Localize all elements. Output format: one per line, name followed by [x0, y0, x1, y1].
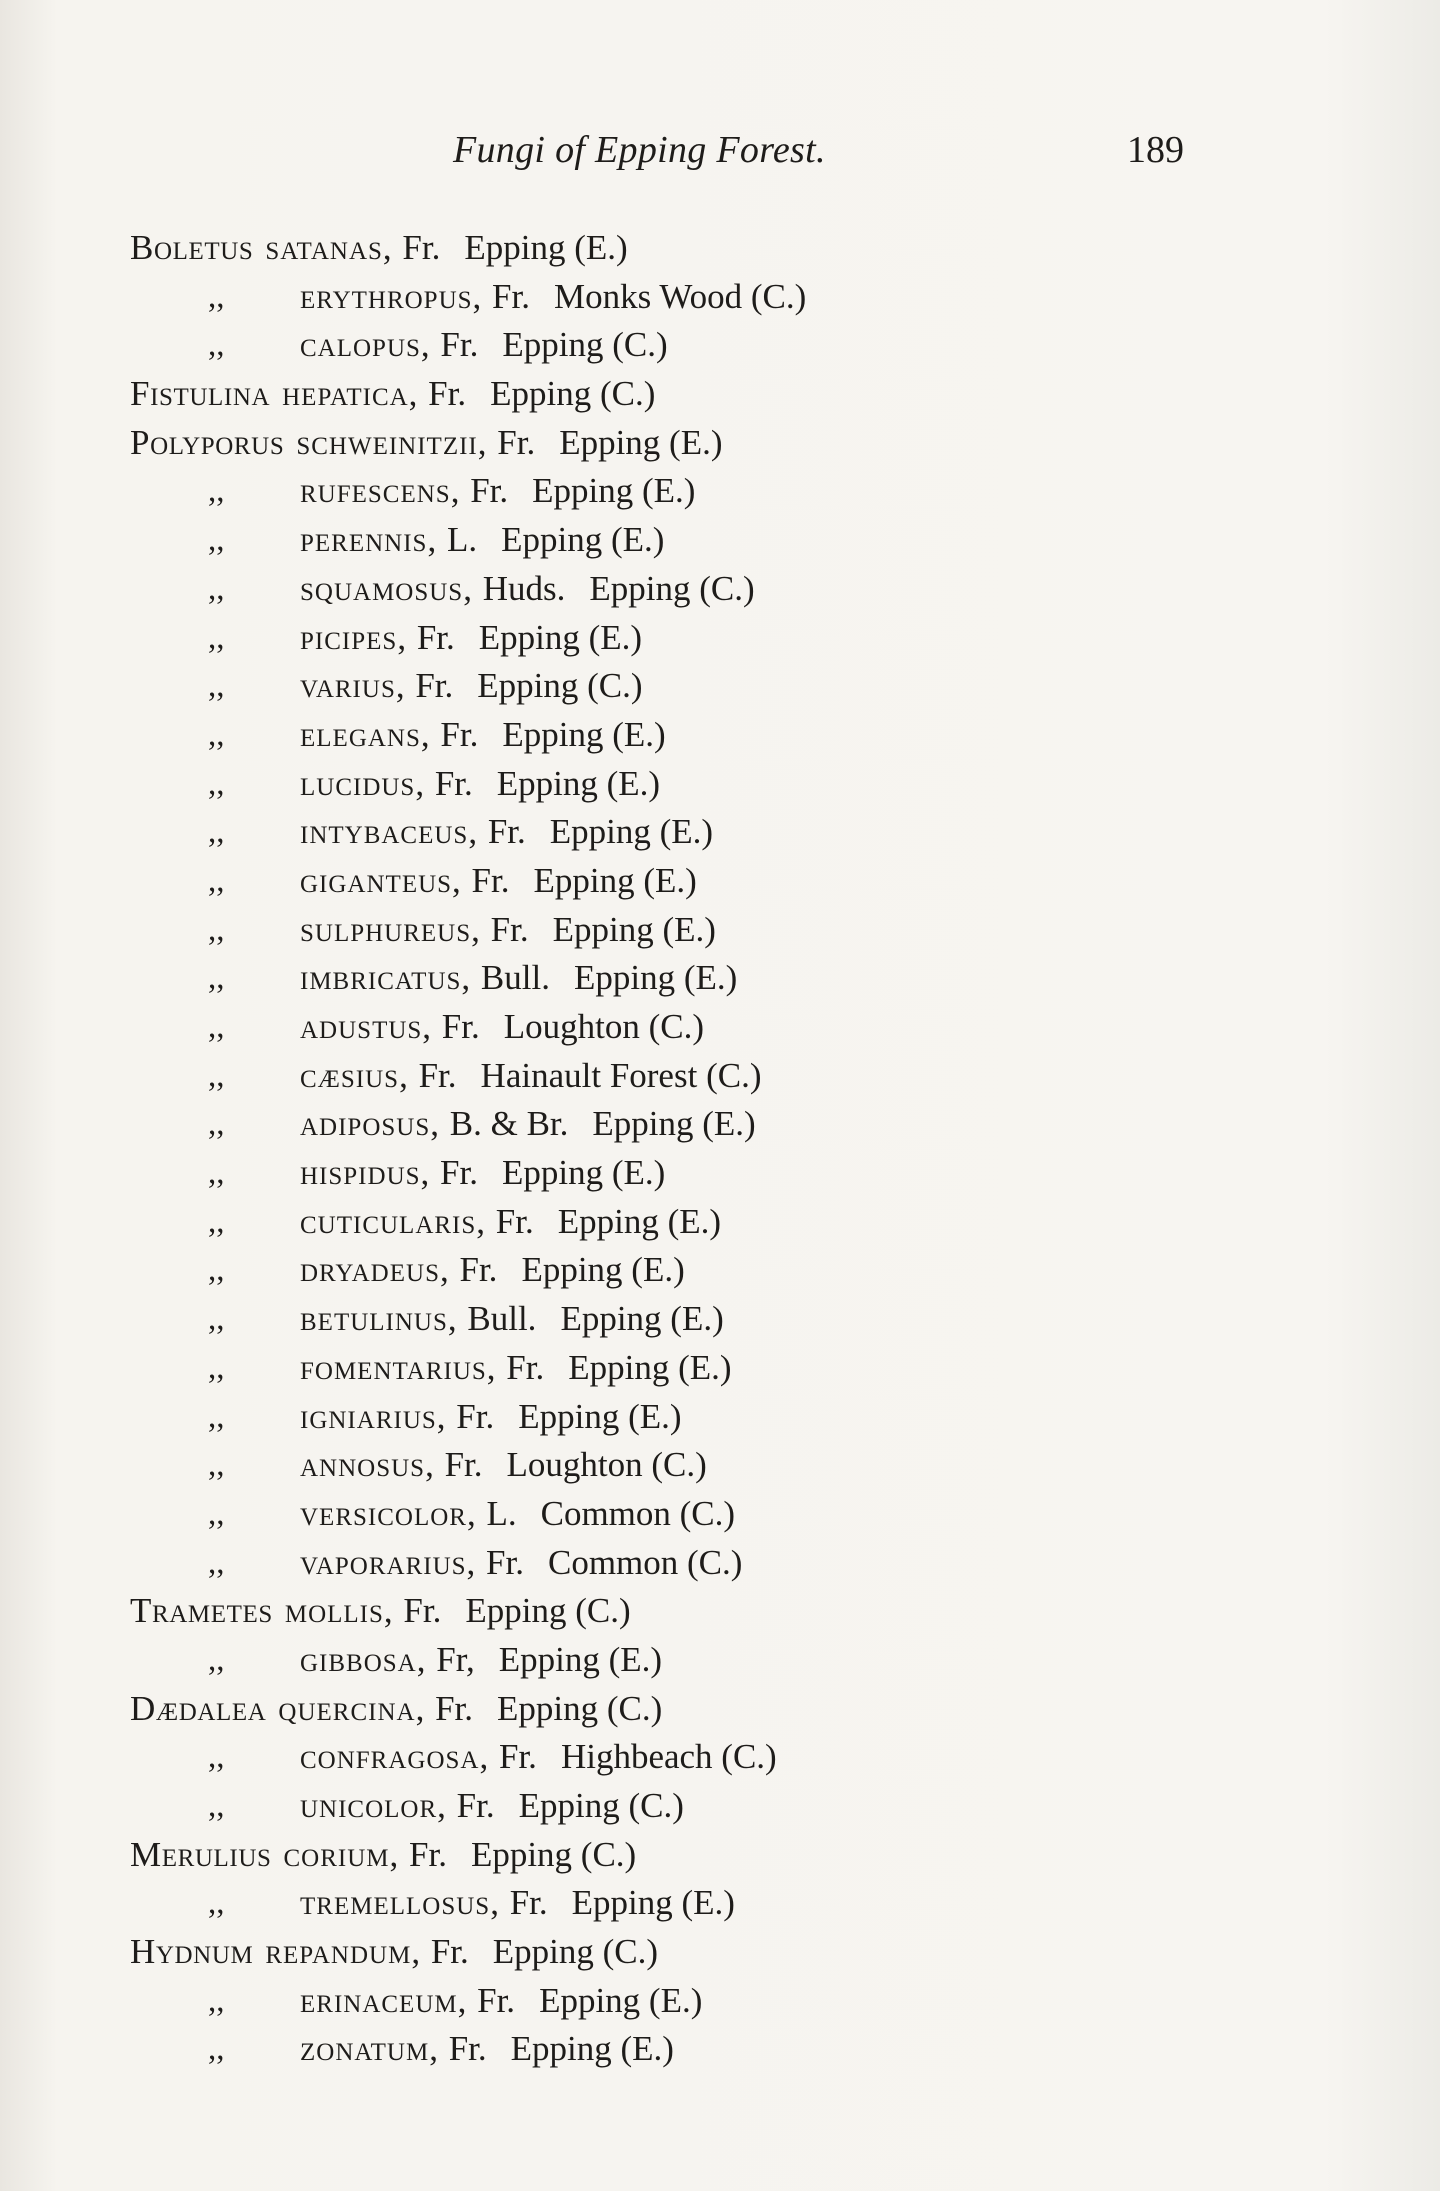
author-abbreviation: Fr.	[495, 1201, 534, 1241]
species-entry	[0, 1490, 1440, 1539]
author-abbreviation: Fr.	[448, 2029, 487, 2069]
entry-details	[300, 1246, 685, 1295]
genus-name: Trametes	[130, 1591, 273, 1631]
locality: Epping (C.)	[589, 568, 755, 608]
species-entry	[0, 1928, 1440, 1977]
separator: ,	[427, 520, 445, 560]
separator: ,	[461, 958, 479, 998]
species-epithet: unicolor	[300, 1786, 438, 1825]
locality: Epping (E.)	[518, 1396, 682, 1436]
author-abbreviation: Fr.	[470, 471, 509, 511]
locality: Epping (E.)	[568, 1347, 732, 1387]
species-epithet: confragosa	[300, 1737, 480, 1777]
species-epithet: picipes	[300, 617, 398, 657]
separator: ,	[425, 1445, 443, 1485]
separator: ,	[395, 666, 414, 706]
ditto-mark: ,,	[208, 1009, 225, 1045]
entry-details	[300, 857, 697, 906]
author-abbreviation: Bull.	[480, 958, 550, 998]
separator: ,	[382, 228, 401, 267]
locality: Epping (C.)	[470, 1834, 637, 1874]
author-abbreviation: Fr,	[436, 1639, 475, 1679]
author-abbreviation: Fr.	[415, 666, 454, 706]
author-abbreviation: Fr.	[428, 374, 467, 414]
species-epithet: satanas	[265, 228, 383, 267]
separator: ,	[420, 325, 439, 365]
species-epithet: giganteus	[300, 860, 453, 900]
locality: Epping (E.)	[464, 228, 628, 267]
species-epithet: schweinitzii	[296, 422, 478, 462]
entry-details	[296, 419, 722, 468]
locality: Epping (E.)	[557, 1201, 722, 1241]
species-entry	[0, 1977, 1440, 2026]
species-epithet: adustus	[300, 1007, 423, 1046]
species-epithet: squamosus	[300, 568, 464, 608]
locality: Epping (E.)	[496, 763, 661, 803]
author-abbreviation: Fr.	[434, 763, 473, 803]
separator: ,	[452, 860, 470, 900]
separator: ,	[472, 276, 491, 316]
species-entry	[0, 565, 1440, 614]
author-abbreviation: Fr.	[403, 1591, 442, 1631]
author-abbreviation: Fr.	[459, 1250, 498, 1290]
locality: Highbeach (C.)	[560, 1737, 777, 1777]
genus-name: Dædalea	[130, 1688, 267, 1728]
locality: Epping (E.)	[559, 422, 723, 462]
species-epithet: corium	[283, 1834, 390, 1874]
entry-details	[300, 467, 695, 516]
author-abbreviation: Fr.	[444, 1445, 483, 1485]
species-entry	[0, 273, 1440, 322]
ditto-mark: ,,	[208, 1106, 225, 1143]
species-entry	[0, 224, 1440, 273]
separator: ,	[420, 714, 439, 754]
separator: ,	[408, 374, 427, 414]
separator: ,	[437, 1786, 455, 1825]
entry-details	[300, 1003, 704, 1052]
species-epithet: cuticularis	[300, 1201, 477, 1241]
separator: ,	[399, 1055, 417, 1095]
author-abbreviation: Fr.	[402, 228, 441, 267]
entry-details	[300, 808, 713, 857]
locality: Epping (C.)	[492, 1932, 659, 1972]
ditto-mark: ,,	[208, 814, 225, 851]
author-abbreviation: Fr.	[471, 860, 510, 900]
locality: Epping (E.)	[552, 909, 716, 949]
genus-name: Merulius	[130, 1834, 272, 1874]
locality: Epping (C.)	[502, 325, 668, 365]
species-epithet: rufescens	[300, 471, 451, 511]
locality: Epping (C.)	[497, 1688, 663, 1728]
entry-details	[300, 2025, 674, 2074]
species-entry	[0, 516, 1440, 565]
entry-details	[265, 224, 627, 273]
entry-details	[300, 321, 668, 370]
entry-details	[300, 954, 737, 1003]
species-epithet: igniarius	[300, 1396, 437, 1436]
locality: Epping (C.)	[490, 374, 656, 414]
ditto-mark: ,,	[208, 716, 225, 753]
entry-details	[300, 1344, 732, 1393]
author-abbreviation: Fr.	[440, 714, 479, 754]
species-entry	[0, 906, 1440, 955]
author-abbreviation: Fr.	[440, 325, 479, 365]
author-abbreviation: L.	[486, 1493, 517, 1533]
species-epithet: elegans	[300, 714, 421, 754]
separator: ,	[471, 909, 489, 949]
species-epithet: adiposus	[300, 1104, 431, 1144]
separator: ,	[397, 617, 415, 657]
entry-details	[283, 1831, 636, 1880]
genus-name: Fistulina	[130, 374, 271, 414]
separator: ,	[429, 2029, 447, 2069]
ditto-mark: ,,	[208, 1301, 225, 1338]
ditto-mark: ,,	[208, 765, 225, 802]
ditto-mark: ,,	[208, 1252, 225, 1289]
author-abbreviation: Fr.	[498, 1737, 537, 1777]
species-entry	[0, 1539, 1440, 1588]
ditto-mark: ,,	[208, 327, 225, 364]
entry-details	[300, 1879, 735, 1928]
author-abbreviation: Fr.	[506, 1347, 545, 1387]
species-epithet: erinaceum	[300, 1980, 458, 2020]
author-abbreviation: Fr.	[497, 422, 536, 462]
species-entry	[0, 1344, 1440, 1393]
species-epithet: imbricatus	[300, 958, 462, 998]
separator: ,	[416, 1639, 435, 1679]
species-entry	[0, 662, 1440, 711]
entry-details	[300, 1393, 682, 1442]
genus-name: Boletus	[130, 228, 254, 267]
locality: Epping (E.)	[549, 812, 714, 852]
author-abbreviation: Fr.	[492, 276, 530, 316]
separator: ,	[476, 1201, 494, 1241]
entry-details	[300, 1441, 707, 1490]
species-epithet: perennis	[300, 520, 428, 560]
species-epithet: dryadeus	[300, 1250, 440, 1290]
species-entry	[0, 1685, 1440, 1734]
ditto-mark: ,,	[208, 1447, 225, 1484]
locality: Epping (E.)	[501, 520, 665, 560]
species-entry	[0, 370, 1440, 419]
entry-details	[300, 516, 664, 565]
entry-details	[300, 614, 642, 663]
ditto-mark: ,,	[208, 570, 225, 607]
ditto-mark: ,,	[208, 1398, 225, 1435]
entry-details	[300, 1295, 724, 1344]
separator: ,	[430, 1104, 448, 1144]
species-entry	[0, 1393, 1440, 1442]
species-epithet: gibbosa	[300, 1639, 417, 1679]
ditto-mark: ,,	[208, 1057, 225, 1094]
locality: Epping (E.)	[573, 958, 738, 998]
author-abbreviation: Fr.	[440, 1153, 478, 1193]
ditto-mark: ,,	[208, 1739, 225, 1776]
ditto-mark: ,,	[208, 1495, 225, 1532]
species-list	[0, 224, 1440, 2074]
separator: ,	[411, 1932, 429, 1972]
separator: ,	[457, 1980, 476, 2020]
entry-details	[300, 906, 716, 955]
species-entry	[0, 1052, 1440, 1101]
author-abbreviation: Fr.	[418, 1055, 457, 1095]
species-entry	[0, 2025, 1440, 2074]
author-abbreviation: B. & Br.	[449, 1104, 569, 1144]
entry-details	[282, 370, 655, 419]
ditto-mark: ,,	[208, 2031, 225, 2068]
ditto-mark: ,,	[208, 1982, 225, 2019]
locality: Epping (E.)	[498, 1639, 663, 1679]
genus-name: Hydnum	[130, 1932, 254, 1972]
separator: ,	[466, 1493, 485, 1533]
species-epithet: betulinus	[300, 1299, 448, 1339]
ditto-mark: ,,	[208, 278, 225, 315]
locality: Common (C.)	[540, 1493, 736, 1533]
separator: ,	[415, 763, 433, 803]
species-epithet: hepatica	[282, 374, 409, 414]
species-epithet: varius	[300, 666, 396, 706]
species-entry	[0, 1003, 1440, 1052]
entry-details	[300, 1052, 761, 1101]
locality: Epping (E.)	[501, 1153, 666, 1193]
author-abbreviation: Fr.	[477, 1980, 516, 2020]
species-entry	[0, 1295, 1440, 1344]
species-entry	[0, 1441, 1440, 1490]
ditto-mark: ,,	[208, 1349, 225, 1386]
author-abbreviation: Fr.	[430, 1932, 469, 1972]
author-abbreviation: L.	[446, 520, 478, 560]
separator: ,	[389, 1834, 407, 1874]
separator: ,	[477, 422, 496, 462]
author-abbreviation: Fr.	[456, 1396, 495, 1436]
locality: Epping (E.)	[571, 1883, 735, 1923]
separator: ,	[447, 1299, 466, 1339]
ditto-mark: ,,	[208, 1641, 225, 1678]
separator: ,	[422, 1007, 440, 1046]
species-entry	[0, 1733, 1440, 1782]
entry-details	[300, 273, 806, 322]
species-epithet: tremellosus	[300, 1883, 491, 1923]
locality: Epping (C.)	[465, 1591, 631, 1631]
author-abbreviation: Fr.	[509, 1883, 548, 1923]
species-epithet: quercina	[278, 1688, 416, 1728]
species-entry	[0, 1879, 1440, 1928]
page-number: 189	[1127, 129, 1184, 171]
entry-details	[265, 1928, 658, 1977]
locality: Epping (E.)	[502, 714, 666, 754]
separator: ,	[420, 1153, 439, 1193]
locality: Epping (E.)	[478, 617, 643, 657]
locality: Loughton (C.)	[506, 1445, 707, 1485]
ditto-mark: ,,	[208, 473, 225, 510]
locality: Hainault Forest (C.)	[480, 1055, 762, 1095]
ditto-mark: ,,	[208, 1155, 225, 1192]
separator: ,	[486, 1347, 505, 1387]
entry-details	[300, 1490, 735, 1539]
separator: ,	[479, 1737, 497, 1777]
ditto-mark: ,,	[208, 862, 225, 899]
species-entry	[0, 419, 1440, 468]
species-epithet: erythropus	[300, 276, 473, 316]
separator: ,	[466, 1542, 485, 1582]
species-epithet: repandum	[265, 1932, 412, 1972]
species-epithet: zonatum	[300, 2029, 430, 2069]
entry-details	[285, 1587, 631, 1636]
entry-details	[300, 760, 660, 809]
entry-details	[278, 1685, 662, 1734]
author-abbreviation: Bull.	[467, 1299, 537, 1339]
species-epithet: versicolor	[300, 1493, 467, 1533]
ditto-mark: ,,	[208, 911, 225, 948]
species-entry	[0, 467, 1440, 516]
species-epithet: mollis	[284, 1591, 384, 1631]
species-entry	[0, 321, 1440, 370]
species-entry	[0, 711, 1440, 760]
locality: Monks Wood (C.)	[554, 276, 807, 316]
entry-details	[300, 1636, 662, 1685]
locality: Epping (E.)	[532, 471, 696, 511]
entry-details	[300, 1977, 702, 2026]
ditto-mark: ,,	[208, 1885, 225, 1922]
ditto-mark: ,,	[208, 619, 225, 656]
species-entry	[0, 1100, 1440, 1149]
page-header	[0, 128, 1440, 184]
locality: Epping (E.)	[560, 1299, 724, 1339]
author-abbreviation: Fr.	[486, 1542, 524, 1582]
species-entry	[0, 1636, 1440, 1685]
species-epithet: calopus	[300, 325, 421, 365]
species-entry	[0, 1782, 1440, 1831]
species-epithet: fomentarius	[300, 1347, 487, 1387]
author-abbreviation: Fr.	[441, 1007, 480, 1046]
genus-name: Polyporus	[130, 422, 285, 462]
species-epithet: annosus	[300, 1445, 426, 1485]
ditto-mark: ,,	[208, 1203, 225, 1240]
species-entry	[0, 1831, 1440, 1880]
author-abbreviation: Fr.	[409, 1834, 447, 1874]
separator: ,	[450, 471, 469, 511]
species-entry	[0, 808, 1440, 857]
species-epithet: vaporarius	[300, 1542, 467, 1582]
locality: Loughton (C.)	[503, 1007, 705, 1046]
separator: ,	[415, 1688, 434, 1728]
species-entry	[0, 614, 1440, 663]
locality: Epping (E.)	[510, 2029, 674, 2069]
entry-details	[300, 565, 755, 614]
species-entry	[0, 857, 1440, 906]
separator: ,	[383, 1591, 402, 1631]
ditto-mark: ,,	[208, 522, 225, 559]
species-epithet: cæsius	[300, 1055, 400, 1095]
locality: Epping (E.)	[592, 1104, 756, 1144]
entry-details	[300, 1149, 665, 1198]
entry-details	[300, 662, 643, 711]
separator: ,	[490, 1883, 508, 1923]
running-title: Fungi of Epping Forest.	[453, 129, 826, 171]
locality: Common (C.)	[547, 1542, 743, 1582]
separator: ,	[463, 568, 481, 608]
locality: Epping (C.)	[477, 666, 643, 706]
species-epithet: intybaceus	[300, 812, 469, 852]
entry-details	[300, 1782, 684, 1831]
ditto-mark: ,,	[208, 668, 225, 705]
locality: Epping (E.)	[539, 1980, 703, 2020]
locality: Epping (E.)	[533, 860, 697, 900]
entry-details	[300, 1100, 756, 1149]
entry-details	[300, 711, 666, 760]
author-abbreviation: Huds.	[482, 568, 566, 608]
species-entry	[0, 760, 1440, 809]
ditto-mark: ,,	[208, 960, 225, 997]
species-entry	[0, 1149, 1440, 1198]
author-abbreviation: Fr.	[490, 909, 529, 949]
ditto-mark: ,,	[208, 1544, 225, 1581]
separator: ,	[436, 1396, 455, 1436]
author-abbreviation: Fr.	[487, 812, 526, 852]
separator: ,	[468, 812, 486, 852]
entry-details	[300, 1539, 742, 1588]
species-entry	[0, 954, 1440, 1003]
species-epithet: hispidus	[300, 1153, 421, 1193]
author-abbreviation: Fr.	[435, 1688, 474, 1728]
ditto-mark: ,,	[208, 1788, 225, 1824]
locality: Epping (C.)	[518, 1786, 684, 1825]
species-entry	[0, 1198, 1440, 1247]
species-epithet: sulphureus	[300, 909, 472, 949]
author-abbreviation: Fr.	[456, 1786, 495, 1825]
author-abbreviation: Fr.	[416, 617, 455, 657]
locality: Epping (E.)	[521, 1250, 685, 1290]
entry-details	[300, 1733, 777, 1782]
species-entry	[0, 1587, 1440, 1636]
species-epithet: lucidus	[300, 763, 416, 803]
separator: ,	[439, 1250, 458, 1290]
entry-details	[300, 1198, 721, 1247]
species-entry	[0, 1246, 1440, 1295]
